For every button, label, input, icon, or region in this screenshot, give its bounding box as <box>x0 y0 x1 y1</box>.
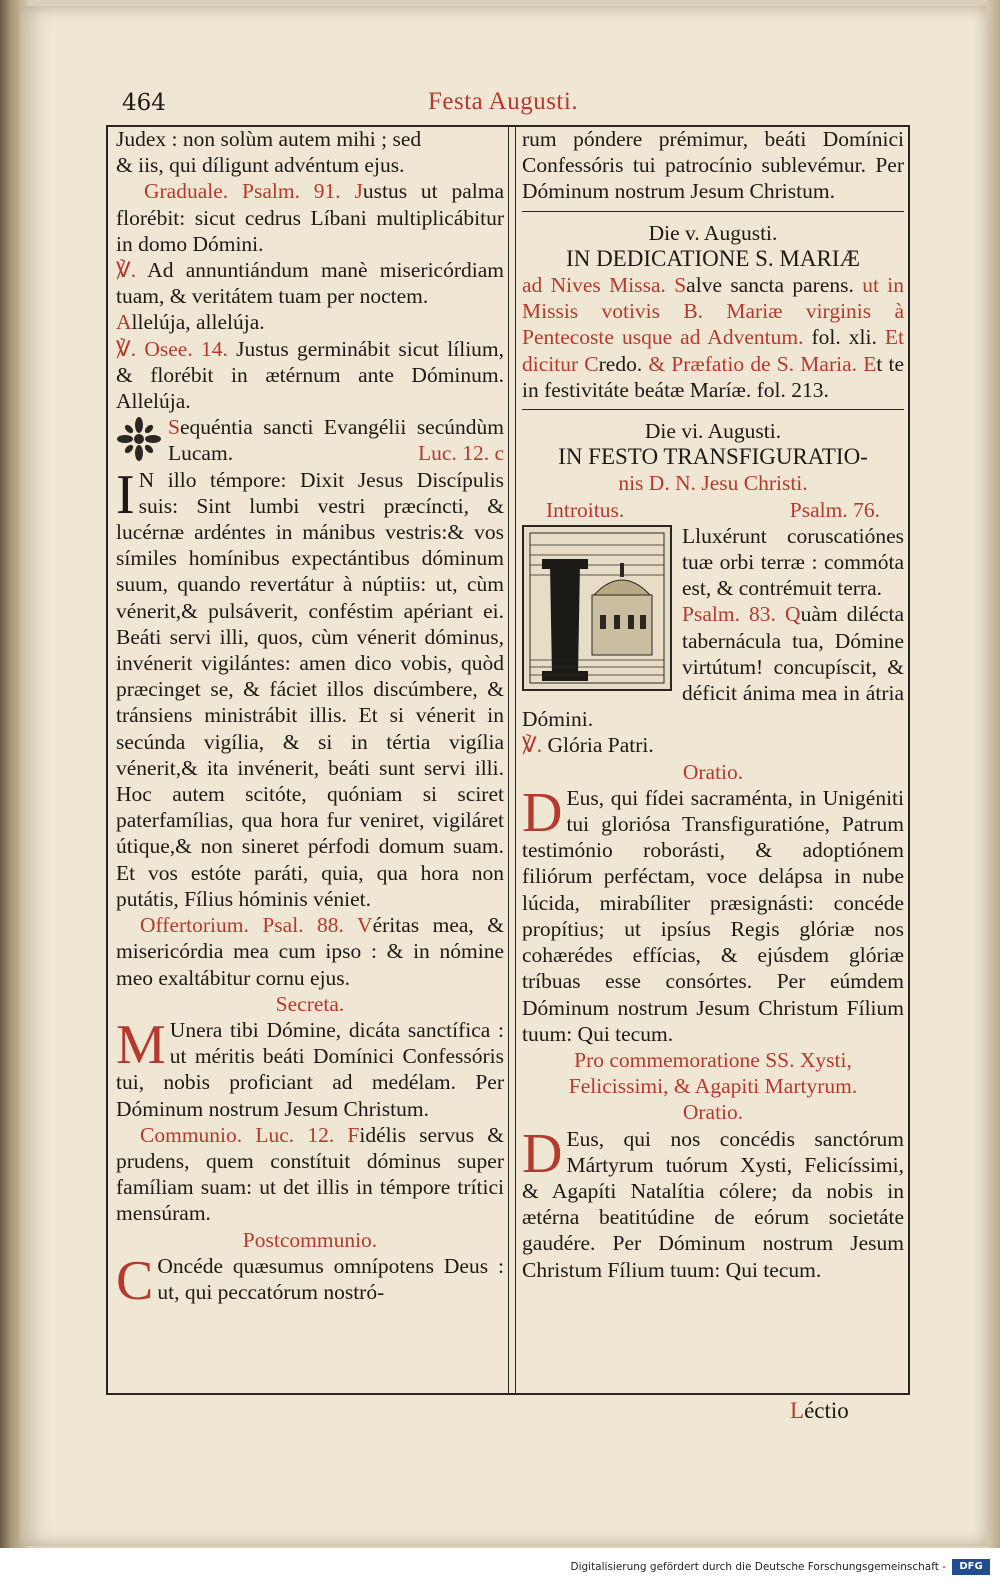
offertorium-text: éritas mea, & misericórdia mea cum ipso : & in nómine meo exaltábitur cornu ejus. <box>116 913 505 990</box>
oratio-initial: D <box>522 1122 563 1185</box>
frame-right <box>908 125 910 1393</box>
body-text: fol. xli. <box>811 325 877 350</box>
body-text: alve sancta parens. <box>686 273 854 298</box>
offertorium-label: Offertorium. Psal. 88. V <box>140 913 373 938</box>
text-line: Judex : non solùm autem mihi ; sed <box>116 127 422 151</box>
rubric-text: ut in Missis votivis B. Mariæ virginis à Pentecoste usque ad Adventum. <box>522 273 905 350</box>
feast-date-heading: Die v. Augusti. <box>648 220 778 245</box>
graduale-text: ustus ut palma florébit: sicut cedrus Líbani multiplicábitur in domo Dómini. <box>116 179 504 256</box>
postcommunio-text: Oncéde quæsumus omnípotens Deus : ut, qui peccatórum nostró- <box>157 1253 504 1304</box>
rubric-text: ad Nives Missa. S <box>522 273 687 298</box>
introitus-psalm: Psalm. 76. <box>789 497 880 522</box>
feast-title: IN DEDICATIONE S. MARIÆ <box>566 245 860 271</box>
column-divider <box>508 125 516 1393</box>
feast-date-heading: Die vi. Augusti. <box>644 419 782 444</box>
page-edge <box>986 0 1000 1548</box>
secreta-text: Unera tibi Dómine, dicáta sanctífica : ut méritis beáti Domínici Confessóris tui, nobis proficiant ad medélam. Per Dóminum nostrum Jesum Christum. <box>116 1017 504 1121</box>
introitus-label: Introitus. <box>546 497 625 522</box>
graduale-label: Graduale. Psalm. 91. J <box>144 179 363 204</box>
introitus-text: Lluxérunt coruscatiónes tuæ orbi terræ : commóta est, & contrémuit terra. <box>682 523 904 601</box>
rubric-text: Et dicitur C <box>522 325 904 376</box>
versicle-symbol: ℣. <box>522 733 543 758</box>
frame-left <box>106 125 108 1393</box>
verse-paragraph <box>116 257 504 309</box>
footer-credit: Digitalisierung gefördert durch die Deutsche Forschungsgemeinschaft - <box>570 1561 946 1573</box>
dfg-logo-icon: DFG <box>952 1559 990 1575</box>
psalm-text: uàm dilécta tabernácula tua, Dómine virtútum! concupíscit, & déficit ánima mea in átria Dómini. <box>522 602 904 732</box>
psalm-label: Psalm. 83. Q <box>682 602 801 627</box>
gospel-paragraph <box>116 463 504 912</box>
gospel-initial: I <box>116 463 135 526</box>
body-text: t te in festivitáte beátæ Maríæ. fol. 213. <box>522 351 904 402</box>
verse-label: ℣. Osee. 14. <box>116 336 228 361</box>
gospel-text: N illo témpore: Dixit Jesus Discípulis suis: Sint lumbi vestri præcíncti, & lucérnæ ardéntes in mánibus vestris:& vos símiles homínibus expectántibus dóminum suum, quando revertátur à núptiis: ut, cùm vénerit,& pulsáverit, conféstim apériant ei. Beáti servi illi, quos, cùm vénerit dóminus, invénerit vigilántes: amen dico vobis, quòd præcinget se, & fáciet illos discúmbere, & tránsiens ministrábit illis. Et si vénerit in secúnda vigília, & si in tértia vigília vénerit,& ita invénerit, beáti sunt servi illi. Hoc autem scitóte, quóniam si sciret paterfamílias, qua hora fur veniret, vigiláret útique,& non sineret pérfodi domum suam. Et vos estóte paráti, quia, qua hora non putátis, Fílius hóminis véniet. <box>116 467 504 911</box>
section-rule <box>522 211 904 212</box>
communio-label: Communio. Luc. 12. F <box>140 1122 360 1147</box>
section-rule <box>522 409 904 410</box>
versicle-symbol: ℣. <box>116 258 137 283</box>
woodcut-initial-icon <box>522 525 672 691</box>
gloria-text: Glória Patri. <box>547 733 654 758</box>
catchword-initial: L <box>790 1398 805 1423</box>
secreta-title: Secreta. <box>275 991 345 1016</box>
gloria-line <box>522 732 904 758</box>
secreta-initial: M <box>116 1013 166 1076</box>
sequence-text: equéntia sancti Evangélii secúndùm Lucam. <box>168 415 504 466</box>
postcommunio-title: Postcommunio. <box>242 1227 378 1252</box>
commemoration-title: Pro commemoratione SS. Xysti, Felicissimi, & Agapiti Martyrum. <box>568 1047 858 1099</box>
oratio-text: Eus, qui fídei sacraménta, in Unigéniti tui gloriósa Transfiguratióne, Patrum testimónio roborásti, & adoptiónem filiórum perféctam, voce delápsa in nube lúcida, mirabíliter præsignásti: concéde propítius; ut ipsíus Regis glóriæ nos cohærédes effícias, & ejúsdem glóriæ tríbuas esse consórtes. Per eúmdem Dóminum nostrum Jesum Christum Fílium tuum: Qui tecum. <box>522 785 904 1046</box>
oratio-paragraph <box>522 1122 904 1283</box>
sequence-paragraph <box>116 414 504 466</box>
catchword-text: éctio <box>804 1398 849 1423</box>
fleuron-ornament-icon <box>116 416 162 462</box>
right-column <box>522 126 904 1283</box>
running-head: Festa Augusti. <box>428 88 579 115</box>
frame-bottom <box>106 1393 910 1395</box>
sequence-reference: Luc. 12. c <box>418 441 504 466</box>
left-column <box>116 126 505 1312</box>
oratio-initial: D <box>522 781 563 844</box>
postcommunio-paragraph <box>116 1249 504 1312</box>
oratio-title: Oratio. <box>682 759 744 784</box>
introitus-label-line <box>522 497 904 523</box>
text-line: & iis, qui díligunt advéntum ejus. <box>116 153 405 178</box>
verse-text: Justus germinábit sicut lílium, & florébit in ætérnum ante Dóminum. Allelúja. <box>116 336 505 414</box>
verse-text: Ad annuntiándum manè misericórdiam tuam, & veritátem tuam per noctem. <box>116 258 504 309</box>
communio-text: idélis servus & prudens, quem constítuit dóminus super famíliam suam: ut det illis in témpore trítici mensúram. <box>116 1122 504 1226</box>
oratio-paragraph <box>522 781 904 1047</box>
sequence-initial: S <box>168 415 180 440</box>
rubric-text: & Præfatio de S. Maria. E <box>648 351 877 376</box>
oratio-text: Eus, qui nos concédis sanctórum Mártyrum tuórum Xysti, Felicíssimi, & Agapíti Natalítia cólere; da nobis in ætérna beatitúdine de eórum societáte gaudére. Per Dóminum nostrum Jesum Christum Fílium tuum: Qui tecum. <box>522 1126 904 1282</box>
alleluia-initial: A <box>116 310 132 335</box>
communio-paragraph <box>116 1122 504 1227</box>
feast-title-rubric: nis D. N. Jesu Christi. <box>618 471 808 496</box>
alleluia-line <box>116 309 504 335</box>
secreta-paragraph <box>116 1013 504 1122</box>
verse-paragraph <box>116 336 504 415</box>
oratio-title: Oratio. <box>682 1100 744 1125</box>
feast-title: IN FESTO TRANSFIGURATIO- <box>558 444 868 470</box>
postcommunio-initial: C <box>116 1249 154 1312</box>
feast-rubric-paragraph <box>522 272 904 403</box>
page-number: 464 <box>122 90 166 116</box>
offertorium-paragraph <box>116 912 504 991</box>
catchword <box>790 1398 849 1424</box>
body-text: redo. <box>598 351 643 376</box>
introitus-paragraph <box>522 523 904 602</box>
alleluia-text: llelúja, allelúja. <box>131 310 265 335</box>
graduale-paragraph <box>116 178 504 257</box>
continuation-paragraph: rum póndere prémimur, beáti Domínici Confessóris tui patrocínio sublevémur. Per Dóminum nostrum Jesum Christum. <box>522 127 904 204</box>
